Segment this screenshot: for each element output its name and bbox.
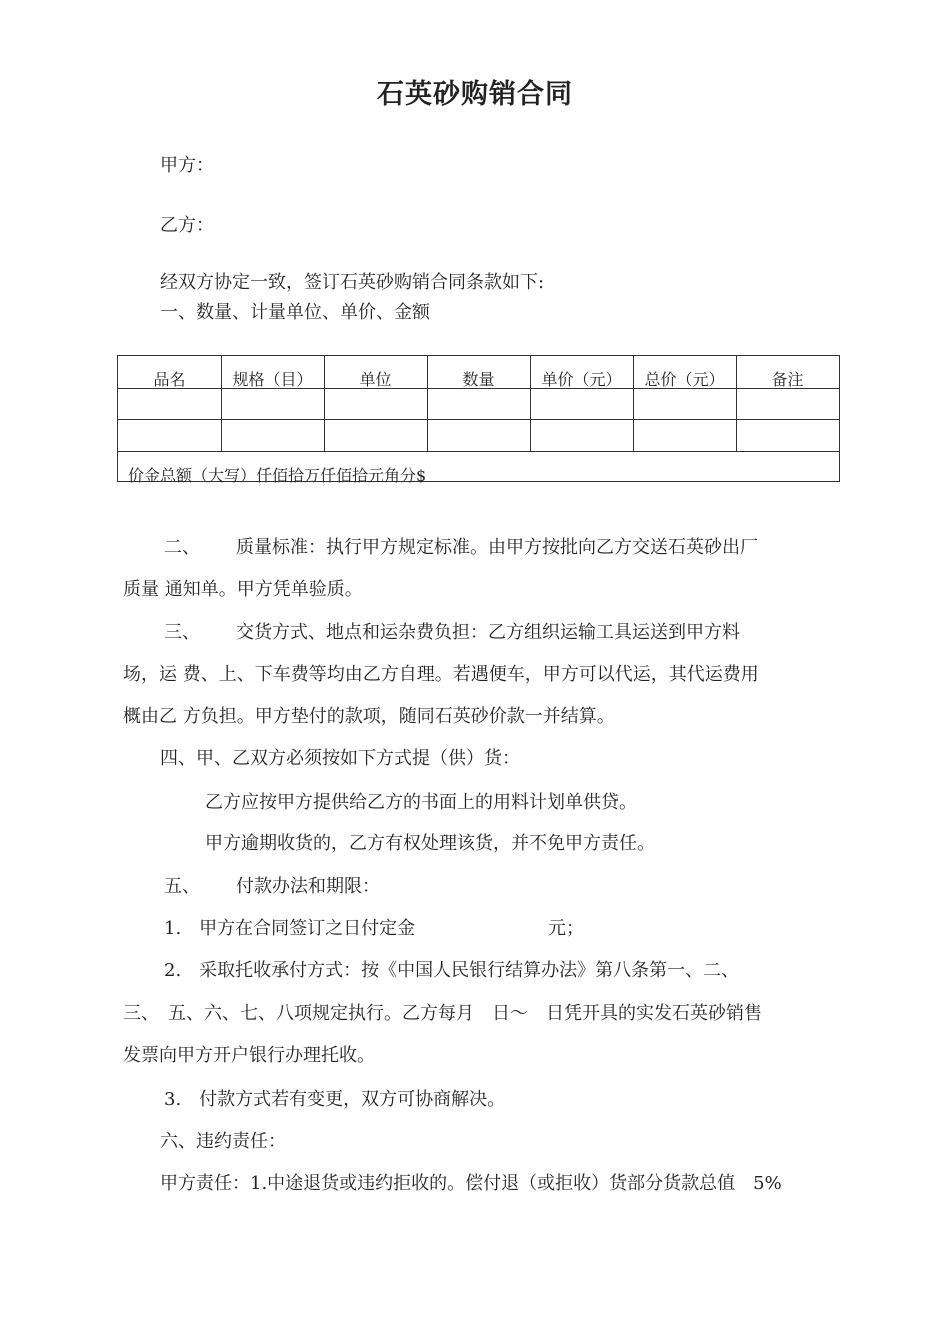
table-divider — [118, 419, 839, 420]
table-divider — [118, 451, 839, 452]
table-header-cell: 规格（目） — [232, 370, 313, 389]
table-header-cell: 品名 — [153, 370, 186, 389]
total-amount-row: 价金总额（大写）仟佰拾万仟佰拾元角分$ — [128, 466, 427, 485]
party-a: 甲方： — [160, 155, 214, 176]
table-header-cell: 备注 — [771, 370, 804, 389]
section-2-number: 二、 — [164, 537, 200, 558]
section-4-heading: 四、甲、乙双方必须按如下方式提（供）货： — [160, 748, 520, 769]
table-header-cell: 单位 — [359, 370, 392, 389]
section-4-item-1: 乙方应按甲方提供给乙方的书面上的用料计划单供贷。 — [205, 792, 637, 813]
section-5-item-2-line-1: 2. 采取托收承付方式：按《中国人民银行结算办法》第八条第一、二、 — [164, 960, 740, 981]
section-2-line-1: 质量标准：执行甲方规定标准。由甲方按批向乙方交送石英砂出厂 — [236, 537, 758, 558]
section-5-item-3: 3. 付款方式若有变更，双方可协商解决。 — [164, 1089, 506, 1110]
section-5-number: 五、 — [164, 876, 200, 897]
section-4-item-2: 甲方逾期收货的，乙方有权处理该货，并不免甲方责任。 — [205, 833, 655, 854]
section-3-number: 三、 — [164, 622, 200, 643]
party-b: 乙方： — [160, 215, 214, 236]
section-5-heading: 付款办法和期限： — [236, 876, 380, 897]
section-5-item-2-line-2: 三、 五、六、七、八项规定执行。乙方每月 日～ 日凭开具的实发石英砂销售 — [123, 1003, 762, 1024]
section-3-line-2: 场，运 费、上、下车费等均由乙方自理。若遇便车，甲方可以代运，其代运费用 — [123, 664, 759, 685]
table-header-cell: 单价（元） — [541, 370, 622, 389]
section-1-heading: 一、数量、计量单位、单价、金额 — [160, 302, 430, 323]
section-5-item-1-unit: 元； — [548, 918, 584, 939]
section-6-party-a-liability: 甲方责任：1.中途退货或违约拒收的。偿付退（或拒收）货部分货款总值 5% — [160, 1173, 782, 1194]
section-3-line-3: 概由乙 方负担。甲方垫付的款项，随同石英砂价款一并结算。 — [123, 706, 615, 727]
section-5-item-1: 1. 甲方在合同签订之日付定金 — [164, 918, 416, 939]
contract-title: 石英砂购销合同 — [377, 79, 573, 110]
goods-table — [117, 355, 840, 485]
table-header-cell: 数量 — [462, 370, 495, 389]
section-2-line-2: 质量 通知单。甲方凭单验质。 — [123, 579, 363, 600]
intro-text: 经双方协定一致，签订石英砂购销合同条款如下: — [160, 272, 545, 293]
section-6-heading: 六、违约责任： — [160, 1131, 286, 1152]
section-5-item-2-line-3: 发票向甲方开户银行办理托收。 — [123, 1045, 375, 1066]
table-header-cell: 总价（元） — [644, 370, 725, 389]
section-3-line-1: 交货方式、地点和运杂费负担：乙方组织运输工具运送到甲方料 — [236, 622, 740, 643]
